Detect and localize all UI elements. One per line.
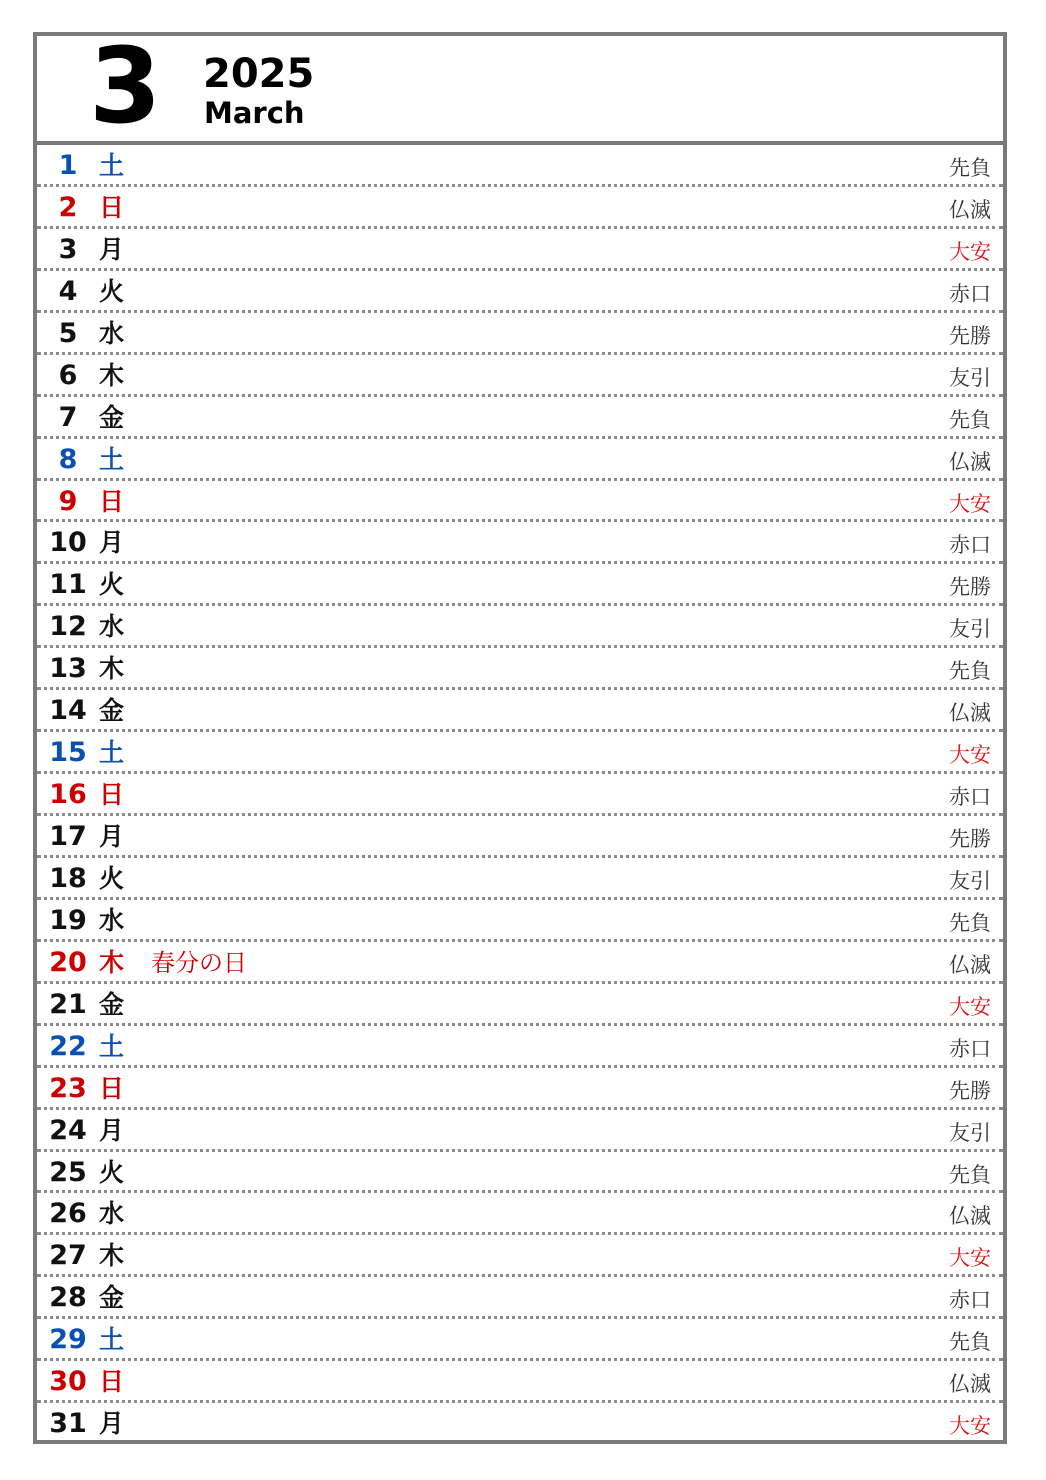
- calendar-header: [37, 25, 1003, 147]
- day-of-week: 土: [99, 1031, 125, 1061]
- day-of-week: 日: [99, 486, 125, 516]
- day-row: [37, 1319, 1003, 1361]
- day-number: 25: [49, 1156, 87, 1188]
- day-row: [37, 1152, 1003, 1194]
- day-number: 6: [58, 359, 78, 391]
- day-number: 15: [49, 737, 87, 769]
- day-row: [37, 648, 1003, 690]
- rokuyo-label: 友引: [949, 617, 991, 642]
- rokuyo-label: 先負: [949, 1162, 991, 1187]
- day-row: [37, 942, 1003, 984]
- rokuyo-label: 大安: [949, 743, 991, 768]
- day-of-week: 月: [99, 234, 125, 264]
- day-number: 27: [49, 1240, 87, 1272]
- rokuyo-label: 赤口: [949, 785, 991, 810]
- rokuyo-label: 赤口: [949, 1036, 991, 1061]
- rokuyo-label: 先勝: [949, 827, 991, 851]
- day-of-week: 月: [99, 1409, 125, 1439]
- rokuyo-label: 先勝: [949, 575, 991, 600]
- day-of-week: 日: [99, 1073, 125, 1103]
- day-number: 13: [49, 653, 87, 685]
- day-of-week: 木: [99, 654, 125, 684]
- day-row: [37, 606, 1003, 648]
- day-list: [37, 145, 1003, 1445]
- day-of-week: 水: [99, 1199, 125, 1229]
- day-row: [37, 1026, 1003, 1068]
- calendar-page: [33, 25, 1007, 1444]
- day-of-week: 火: [99, 570, 125, 600]
- day-number: 30: [49, 1366, 87, 1398]
- day-row: [37, 439, 1003, 481]
- day-row: [37, 900, 1003, 942]
- day-row: [37, 481, 1003, 523]
- day-of-week: 木: [99, 1241, 125, 1271]
- day-of-week: 木: [99, 360, 125, 390]
- day-of-week: 日: [99, 780, 125, 810]
- day-row: [37, 1277, 1003, 1319]
- rokuyo-label: 先負: [949, 659, 991, 684]
- rokuyo-label: 先負: [949, 910, 991, 935]
- day-number: 29: [49, 1324, 87, 1356]
- rokuyo-label: 仏滅: [949, 952, 991, 977]
- day-of-week: 日: [99, 1367, 125, 1397]
- rokuyo-label: 大安: [949, 1246, 991, 1271]
- rokuyo-label: 大安: [949, 239, 991, 264]
- rokuyo-label: 友引: [949, 365, 991, 390]
- day-number: 26: [49, 1198, 87, 1230]
- rokuyo-label: 先勝: [949, 1078, 991, 1103]
- rokuyo-label: 先勝: [949, 323, 991, 348]
- day-of-week: 土: [99, 151, 125, 180]
- day-row: [37, 774, 1003, 816]
- day-number: 24: [49, 1114, 87, 1146]
- day-number: 11: [49, 569, 87, 601]
- day-of-week: 火: [99, 863, 125, 893]
- day-number: 3: [58, 233, 78, 265]
- day-number: 8: [58, 443, 78, 475]
- rokuyo-label: 先負: [949, 407, 991, 432]
- rokuyo-label: 仏滅: [949, 1372, 991, 1397]
- day-number: 20: [49, 946, 87, 978]
- day-of-week: 月: [99, 1115, 125, 1145]
- rokuyo-label: 先負: [949, 1330, 991, 1355]
- day-number: 10: [49, 527, 87, 559]
- day-row: [37, 313, 1003, 355]
- rokuyo-label: 赤口: [949, 1288, 991, 1313]
- day-of-week: 木: [99, 947, 125, 977]
- day-row: [37, 690, 1003, 732]
- rokuyo-label: 友引: [949, 1120, 991, 1145]
- rokuyo-label: 赤口: [949, 533, 991, 558]
- day-of-week: 日: [99, 192, 125, 222]
- rokuyo-label: 先負: [949, 156, 991, 180]
- day-row: [37, 564, 1003, 606]
- day-row: [37, 187, 1003, 229]
- month-number: 3: [89, 25, 162, 147]
- rokuyo-label: 仏滅: [949, 1204, 991, 1229]
- day-of-week: 金: [99, 1283, 125, 1313]
- day-row: [37, 229, 1003, 271]
- day-number: 17: [49, 821, 87, 852]
- rokuyo-label: 仏滅: [949, 197, 991, 222]
- day-number: 5: [58, 317, 78, 349]
- day-of-week: 土: [99, 444, 125, 474]
- day-number: 23: [49, 1072, 87, 1104]
- day-row: [37, 145, 1003, 187]
- rokuyo-label: 大安: [949, 491, 991, 516]
- day-of-week: 水: [99, 318, 125, 348]
- day-row: [37, 1110, 1003, 1152]
- day-number: 1: [58, 150, 78, 181]
- day-row: [37, 858, 1003, 900]
- day-number: 7: [58, 401, 78, 433]
- day-row: [37, 397, 1003, 439]
- day-of-week: 水: [99, 612, 125, 642]
- day-number: 16: [49, 779, 87, 811]
- day-row: [37, 355, 1003, 397]
- day-number: 21: [49, 988, 87, 1020]
- day-row: [37, 522, 1003, 564]
- day-row: [37, 1235, 1003, 1277]
- month-name: March: [204, 96, 305, 130]
- year-label: 2025: [203, 51, 315, 97]
- day-row: [37, 732, 1003, 774]
- day-number: 14: [49, 695, 87, 727]
- day-of-week: 金: [99, 989, 125, 1019]
- day-number: 28: [49, 1282, 87, 1314]
- day-number: 9: [58, 485, 78, 517]
- day-number: 2: [58, 191, 78, 223]
- day-row: [37, 1361, 1003, 1403]
- day-number: 18: [49, 862, 87, 894]
- rokuyo-label: 仏滅: [949, 449, 991, 474]
- day-row: [37, 816, 1003, 858]
- day-of-week: 金: [99, 696, 125, 726]
- day-number: 4: [58, 275, 78, 307]
- day-number: 31: [49, 1408, 87, 1440]
- day-number: 19: [49, 904, 87, 936]
- rokuyo-label: 赤口: [949, 281, 991, 306]
- holiday-name: 春分の日: [151, 948, 247, 977]
- day-of-week: 水: [99, 905, 125, 935]
- day-number: 12: [49, 611, 87, 643]
- day-number: 22: [49, 1030, 87, 1062]
- rokuyo-label: 友引: [949, 868, 991, 893]
- day-of-week: 土: [99, 738, 125, 768]
- day-row: [37, 1403, 1003, 1445]
- day-row: [37, 984, 1003, 1026]
- day-of-week: 火: [99, 276, 125, 306]
- day-of-week: 金: [99, 402, 125, 432]
- day-row: [37, 271, 1003, 313]
- day-of-week: 月: [99, 528, 125, 558]
- rokuyo-label: 仏滅: [949, 701, 991, 726]
- day-row: [37, 1068, 1003, 1110]
- rokuyo-label: 大安: [949, 994, 991, 1019]
- day-of-week: 火: [99, 1157, 125, 1187]
- rokuyo-label: 大安: [949, 1414, 991, 1439]
- day-of-week: 月: [99, 822, 125, 851]
- day-of-week: 土: [99, 1325, 125, 1355]
- day-row: [37, 1193, 1003, 1235]
